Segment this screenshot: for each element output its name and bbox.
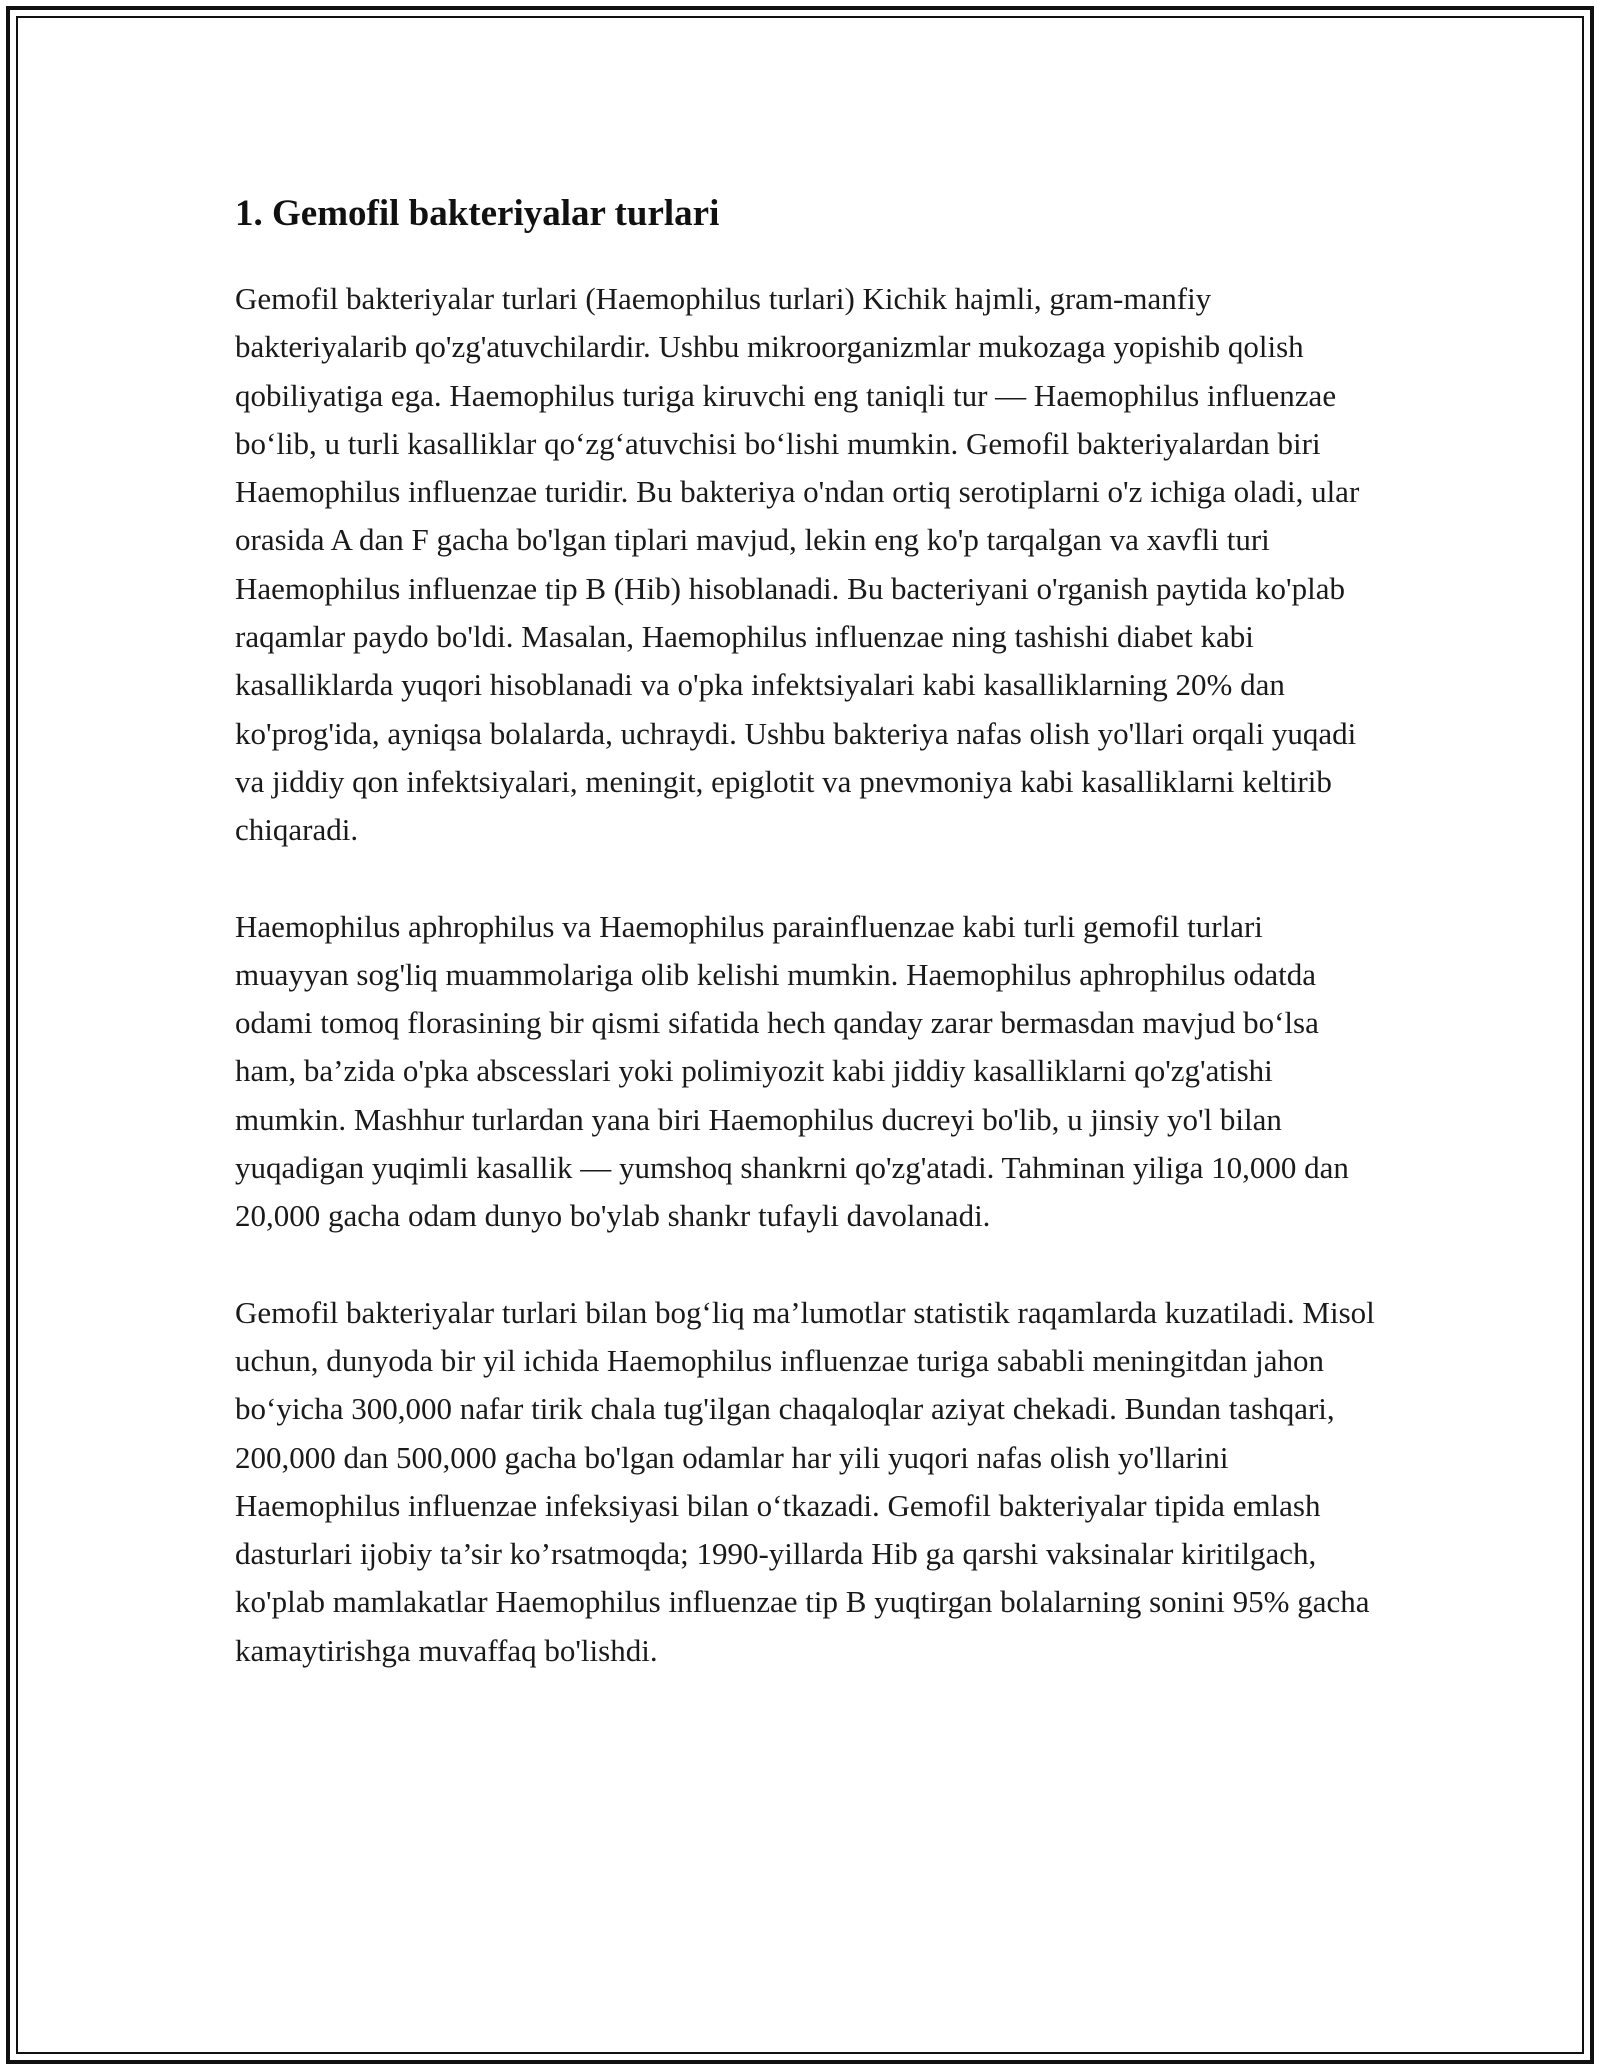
section-heading: 1. Gemofil bakteriyalar turlari	[235, 193, 720, 234]
paragraph-3: Gemofil bakteriyalar turlari bilan bog‘liq ma’lumotlar statistik raqamlarda kuzatiladi. Misol uchun, dunyoda bir yil ichida Haemophilus influenzae turiga sababli meningitdan jahon bo‘yicha 300,000 nafar tirik chala tug'ilgan chaqaloqlar aziyat chekadi. Bundan tashqari, 200,000 dan 500,000 gacha bo'lgan odamlar har yili yuqori nafas olish yo'llarini Haemophilus influenzae infeksiyasi bilan o‘tkazadi. Gemofil bakteriyalar tipida emlash dasturlari ijobiy ta’sir ko’rsatmoqda; 1990-yillarda Hib ga qarshi vaksinalar kiritilgach, ko'plab mamlakatlar Haemophilus influenzae tip B yuqtirgan bolalarning sonini 95% gacha kamaytirishga muvaffaq bo'lishdi.	[235, 1294, 1375, 1668]
paragraph-1: Gemofil bakteriyalar turlari (Haemophilus turlari) Kichik hajmli, gram-manfiy bakteriyalarib qo'zg'atuvchilardir. Ushbu mikroorganizmlar mukozaga yopishib qolish qobiliyatiga ega. Haemophilus turiga kiruvchi eng taniqli tur — Haemophilus influenzae bo‘lib, u turli kasalliklar qo‘zg‘atuvchisi bo‘lishi mumkin. Gemofil bakteriyalardan biri Haemophilus influenzae turidir. Bu bakteriya o'ndan ortiq serotiplarni o'z ichiga oladi, ular orasida A dan F gacha bo'lgan tiplari mavjud, lekin eng ko'p tarqalgan va xavfli turi Haemophilus influenzae tip B (Hib) hisoblanadi. Bu bacteriyani o'rganish paytida ko'plab raqamlar paydo bo'ldi. Masalan, Haemophilus influenzae ning tashishi diabet kabi kasalliklarda yuqori hisoblanadi va o'pka infektsiyalari kabi kasalliklarning 20% dan ko'prog'ida, ayniqsa bolalarda, uchraydi. Ushbu bakteriya nafas olish yo'llari orqali yuqadi va jiddiy qon infektsiyalari, meningit, epiglotit va pnevmoniya kabi kasalliklarni keltirib chiqaradi.	[235, 281, 1360, 848]
document-body	[235, 185, 1375, 1723]
paragraph-2: Haemophilus aphrophilus va Haemophilus parainfluenzae kabi turli gemofil turlari muayyan sog'liq muammolariga olib kelishi mumkin. Haemophilus aphrophilus odatda odami tomoq florasining bir qismi sifatida hech qanday zarar bermasdan mavjud bo‘lsa ham, ba’zida o'pka abscesslari yoki polimiyozit kabi jiddiy kasalliklarni qo'zg'atishi mumkin. Mashhur turlardan yana biri Haemophilus ducreyi bo'lib, u jinsiy yo'l bilan yuqadigan yuqimli kasallik — yumshoq shankrni qo'zg'atadi. Tahminan yiliga 10,000 dan 20,000 gacha odam dunyo bo'ylab shankr tufayli davolanadi.	[235, 908, 1349, 1234]
